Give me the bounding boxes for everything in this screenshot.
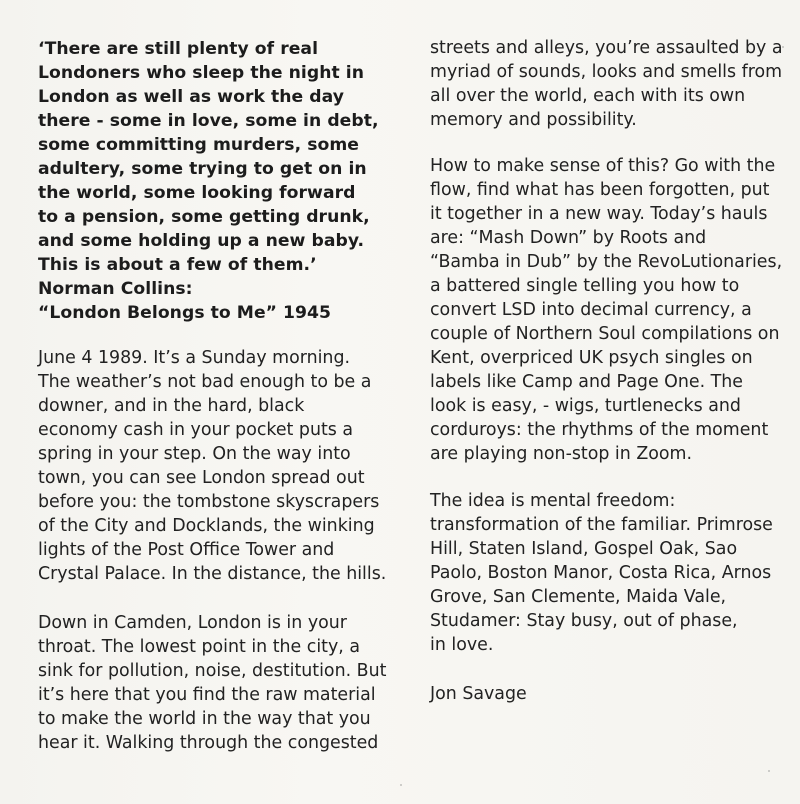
quote-line: and some holding up a new baby.	[38, 231, 365, 251]
body-line: memory and possibility.	[430, 110, 637, 130]
body-line: in love.	[430, 635, 494, 655]
body-line: Studamer: Stay busy, out of phase,	[430, 611, 738, 631]
body-line: all over the world, each with its own	[430, 86, 746, 106]
body-line: How to make sense of this? Go with the	[430, 156, 776, 176]
body-line: a battered single telling you how to	[430, 276, 740, 296]
body-line: hear it. Walking through the congested	[38, 733, 379, 753]
body-line: to make the world in the way that you	[38, 709, 371, 729]
quote-author: Norman Collins:	[38, 279, 193, 299]
signature: Jon Savage	[430, 684, 527, 704]
body-line: Kent, overpriced UK psych singles on	[430, 348, 753, 368]
body-line: spring in your step. On the way into	[38, 444, 351, 464]
scan-speck	[768, 770, 770, 772]
quote-line: Londoners who sleep the night in	[38, 63, 365, 83]
body-line: flow, find what has been forgotten, put	[430, 180, 770, 200]
body-line: town, you can see London spread out	[38, 468, 365, 488]
body-line: The weather’s not bad enough to be a	[38, 372, 372, 392]
body-line: are playing non-stop in Zoom.	[430, 444, 692, 464]
quote-line: ‘There are still plenty of real	[38, 39, 319, 59]
body-line: streets and alleys, you’re assaulted by a	[430, 38, 783, 58]
body-line: “Bamba in Dub” by the RevoLutionaries,	[430, 252, 783, 272]
body-line: look is easy, - wigs, turtlenecks and	[430, 396, 741, 416]
body-line: sink for pollution, noise, destitution. But	[38, 661, 387, 681]
body-line: transformation of the familiar. Primrose	[430, 515, 773, 535]
body-line: The idea is mental freedom:	[430, 491, 676, 511]
body-line: Hill, Staten Island, Gospel Oak, Sao	[430, 539, 738, 559]
body-line: Down in Camden, London is in your	[38, 613, 347, 633]
body-line: corduroys: the rhythms of the moment	[430, 420, 769, 440]
scan-speck	[782, 46, 784, 48]
body-line: are: “Mash Down” by Roots and	[430, 228, 707, 248]
body-line: convert LSD into decimal currency, a	[430, 300, 752, 320]
quote-line: London as well as work the day	[38, 87, 344, 107]
body-line: labels like Camp and Page One. The	[430, 372, 743, 392]
body-line: Paolo, Boston Manor, Costa Rica, Arnos	[430, 563, 772, 583]
body-line: before you: the tombstone skyscrapers	[38, 492, 380, 512]
quote-line: some committing murders, some	[38, 135, 359, 155]
quote-line: This is about a few of them.’	[38, 255, 317, 275]
quote-line: to a pension, some getting drunk,	[38, 207, 370, 227]
quote-line: the world, some looking forward	[38, 183, 356, 203]
body-line: June 4 1989. It’s a Sunday morning.	[38, 348, 351, 368]
quote-line: adultery, some trying to get on in	[38, 159, 367, 179]
body-line: Grove, San Clemente, Maida Vale,	[430, 587, 727, 607]
body-line: Crystal Palace. In the distance, the hills.	[38, 564, 387, 584]
body-line: downer, and in the hard, black	[38, 396, 305, 416]
body-line: lights of the Post Office Tower and	[38, 540, 335, 560]
body-line: economy cash in your pocket puts a	[38, 420, 354, 440]
body-line: throat. The lowest point in the city, a	[38, 637, 360, 657]
body-line: it’s here that you find the raw material	[38, 685, 376, 705]
body-line: it together in a new way. Today’s hauls	[430, 204, 768, 224]
body-line: myriad of sounds, looks and smells from	[430, 62, 783, 82]
body-line: couple of Northern Soul compilations on	[430, 324, 780, 344]
body-line: of the City and Docklands, the winking	[38, 516, 375, 536]
quote-source: “London Belongs to Me” 1945	[38, 303, 332, 323]
scan-speck	[400, 784, 402, 786]
quote-line: there - some in love, some in debt,	[38, 111, 379, 131]
